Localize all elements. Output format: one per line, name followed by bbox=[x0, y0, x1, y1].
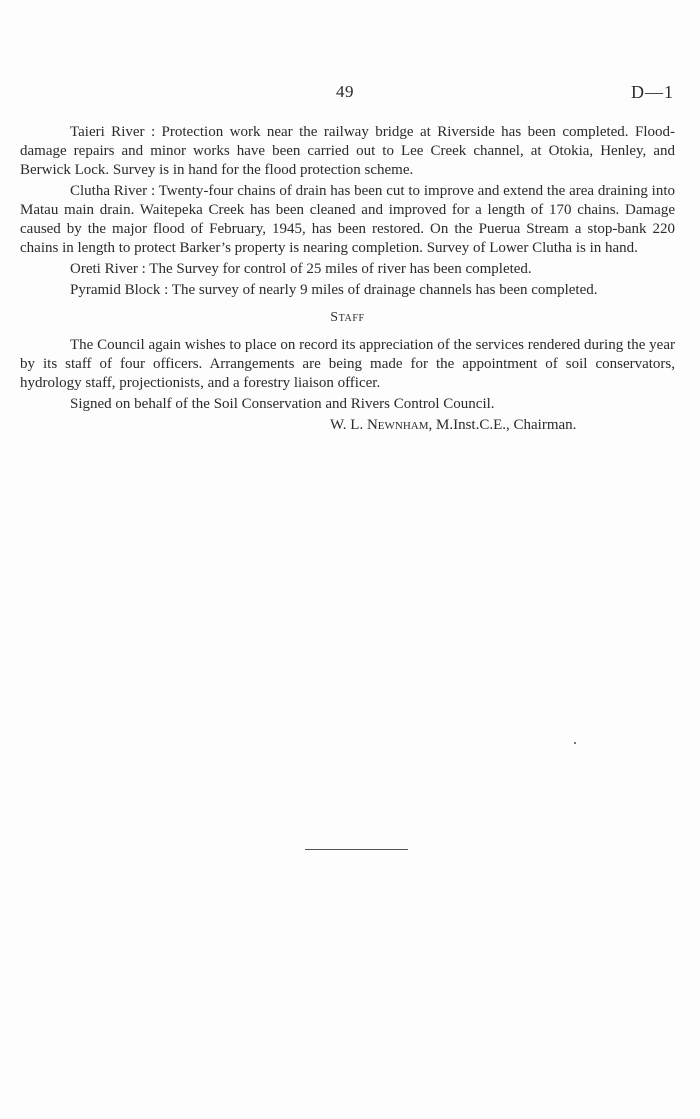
paragraph-clutha-river: Clutha River : Twenty-four chains of drain has been cut to improve and extend the area draining into Matau main drain. Waitepeka Creek has been cleaned and improved for a length of 170 chains. Damage caused by the major flood of February, 1945, has been restored. On the Puerua Stream a stop-bank 220 chains in length to protect Barker’s property is nearing completion. Survey of Lower Clutha is in hand. bbox=[20, 183, 675, 256]
paragraph-signed-on-behalf: Signed on behalf of the Soil Conservation and Rivers Control Council. bbox=[70, 396, 495, 412]
paragraph-pyramid-block: Pyramid Block : The survey of nearly 9 miles of drainage channels has been completed. bbox=[70, 282, 598, 298]
signature-initials: W. L. bbox=[330, 417, 364, 433]
paragraph-taieri-river: Taieri River : Protection work near the railway bridge at Riverside has been completed. Flood-damage repairs and minor works have been carried out to Lee Creek channel, at Otokia, Henley, and Berwick Lock. Survey is in hand for the flood protection scheme. bbox=[20, 124, 675, 178]
paragraph-oreti-river: Oreti River : The Survey for control of 25 miles of river has been completed. bbox=[70, 261, 532, 277]
signature-surname: Newnham bbox=[366, 417, 429, 433]
body-text bbox=[20, 123, 675, 435]
document-reference: D—1 bbox=[631, 82, 674, 102]
section-heading-staff: Staff bbox=[330, 310, 365, 325]
page-number: 49 bbox=[336, 82, 354, 101]
paragraph-staff: The Council again wishes to place on record its appreciation of the services rendered during the year by its staff of four officers. Arrangements are being made for the appointment of soil conservators, hydrology staff, projectionists, and a forestry liaison officer. bbox=[20, 337, 675, 391]
signature-line bbox=[20, 416, 675, 435]
footer-rule bbox=[305, 849, 408, 850]
signature-suffix: , M.Inst.C.E., Chairman. bbox=[428, 417, 577, 433]
page-header bbox=[0, 82, 700, 112]
scan-speck bbox=[574, 742, 576, 744]
